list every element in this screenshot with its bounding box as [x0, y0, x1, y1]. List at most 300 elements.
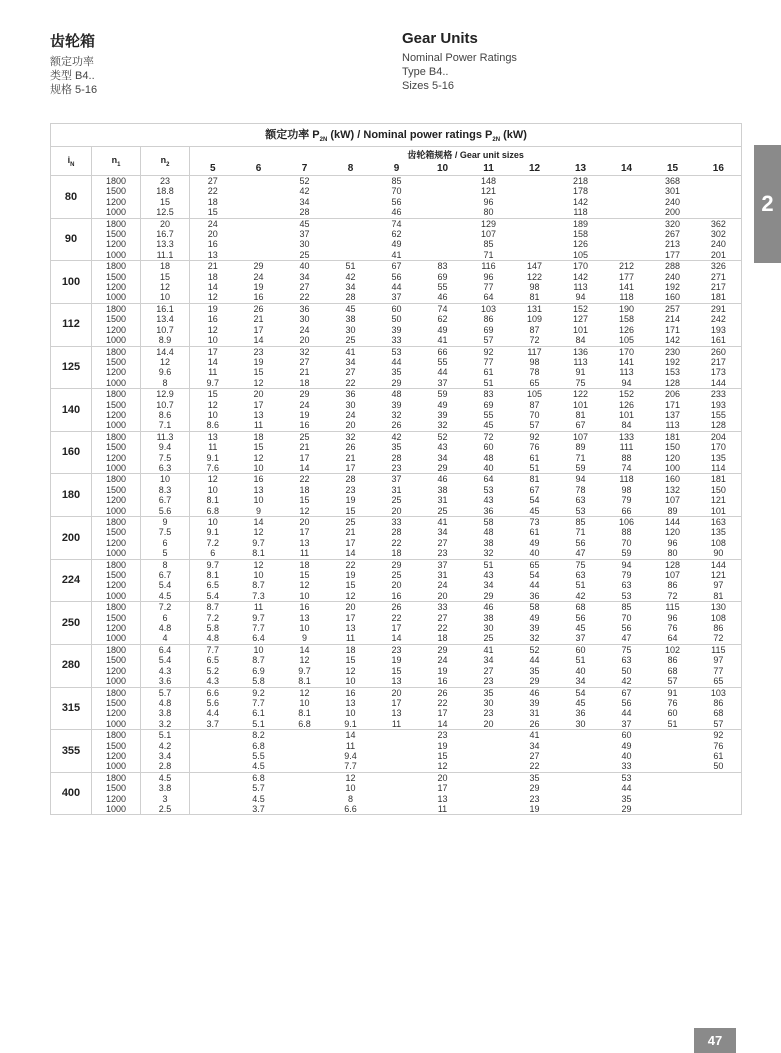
power-cell: 141: [618, 282, 635, 293]
power-cell: 17: [345, 537, 356, 548]
power-cell: 26: [420, 687, 466, 698]
n1-cell: 1200: [92, 580, 141, 590]
n1-cell: 1200: [92, 197, 141, 207]
n1-cell: 1800: [92, 687, 141, 698]
power-cell: 34: [437, 452, 448, 463]
table-row: [51, 335, 742, 346]
n2-cell: 4: [141, 633, 190, 644]
power-cell: 6: [210, 548, 216, 559]
header-left-line: 类型 B4..: [50, 70, 95, 82]
power-cell: 85: [558, 517, 604, 528]
n1-cell: 1800: [92, 772, 141, 783]
power-cell: [282, 761, 328, 772]
power-cell: 23: [437, 548, 448, 559]
power-cell: 242: [710, 314, 726, 325]
power-cell: [696, 794, 742, 804]
power-cell: 121: [710, 495, 726, 506]
power-cell: 9.7: [298, 665, 311, 676]
power-cell: [650, 730, 696, 741]
power-cell: 48: [483, 452, 494, 463]
n2-cell: 7.2: [141, 602, 190, 613]
power-cell: 28: [391, 452, 402, 463]
power-cell: 46: [420, 474, 466, 485]
power-cell: 35: [621, 793, 632, 804]
power-cell: 126: [618, 399, 635, 410]
n1-cell: 1800: [92, 346, 141, 357]
power-cell: 7.7: [344, 761, 357, 772]
n2-cell: 5.1: [141, 730, 190, 741]
power-cell: [604, 218, 650, 229]
power-cell: 41: [466, 644, 512, 655]
power-cell: 27: [299, 282, 310, 293]
power-cell: 22: [282, 474, 328, 485]
table-row: [51, 580, 742, 590]
power-cell: 48: [483, 527, 494, 538]
power-cell: 16: [207, 314, 218, 325]
power-cell: [374, 772, 420, 783]
power-cell: 5.5: [252, 750, 265, 761]
power-cell: 144: [710, 377, 726, 388]
power-cell: 18: [391, 548, 402, 559]
power-cell: 16: [328, 687, 374, 698]
power-cell: 12: [253, 527, 264, 538]
power-cell: 60: [604, 730, 650, 741]
table-row: [51, 474, 742, 485]
n1-cell: 1200: [92, 495, 141, 505]
col-header-sub: 2: [166, 161, 170, 168]
power-cell: 25: [391, 495, 402, 506]
power-cell: 69: [437, 271, 448, 282]
power-cell: 11: [345, 633, 356, 644]
power-cell: 190: [604, 303, 650, 314]
n2-cell: 5.4: [141, 655, 190, 665]
power-cell: 160: [664, 292, 681, 303]
power-cell: 39: [391, 399, 402, 410]
power-cell: 193: [710, 324, 726, 335]
table-row: [51, 548, 742, 559]
power-cell: 32: [437, 420, 448, 431]
power-cell: 45: [575, 697, 586, 708]
power-cell: [420, 207, 466, 218]
power-cell: [328, 176, 374, 187]
power-cell: 10: [207, 335, 218, 346]
power-cell: 144: [696, 559, 742, 570]
power-cell: [558, 794, 604, 804]
n2-cell: 4.3: [141, 666, 190, 676]
power-cell: 22: [328, 559, 374, 570]
n2-cell: 23: [141, 176, 190, 187]
n1-cell: 1200: [92, 666, 141, 676]
header-left-line: 规格 5-16: [50, 84, 98, 96]
power-cell: 33: [621, 761, 632, 772]
power-cell: 85: [604, 602, 650, 613]
power-cell: 122: [526, 271, 543, 282]
power-cell: 105: [572, 249, 589, 260]
table-row: [51, 517, 742, 528]
power-cell: 103: [696, 687, 742, 698]
power-cell: 41: [328, 346, 374, 357]
power-cell: 15: [299, 495, 310, 506]
power-cell: 42: [345, 271, 356, 282]
n1-cell: 1000: [92, 335, 141, 346]
power-cell: 16: [236, 474, 282, 485]
power-cell: [650, 783, 696, 793]
power-cell: [420, 239, 466, 249]
table-row: [51, 644, 742, 655]
power-cell: 23: [483, 708, 494, 719]
table-row: [51, 186, 742, 196]
power-cell: 42: [374, 431, 420, 442]
power-cell: 113: [619, 367, 634, 378]
n2-cell: 3.4: [141, 751, 190, 761]
power-cell: 107: [664, 570, 681, 581]
table-row: [51, 527, 742, 537]
power-cell: 37: [391, 292, 402, 303]
power-cell: 60: [558, 644, 604, 655]
power-cell: 37: [374, 474, 420, 485]
power-cell: 45: [529, 505, 540, 516]
power-cell: 24: [253, 271, 264, 282]
table-title-sub: 2N: [492, 137, 501, 144]
power-cell: 240: [710, 239, 726, 250]
power-cell: 23: [420, 730, 466, 741]
power-cell: [420, 197, 466, 207]
n1-cell: 1800: [92, 517, 141, 528]
power-cell: 44: [621, 708, 632, 719]
n2-cell: 10: [141, 474, 190, 485]
power-cell: 15: [253, 442, 264, 453]
power-cell: 46: [391, 207, 402, 218]
power-cell: 24: [345, 409, 356, 420]
power-cell: 30: [345, 324, 356, 335]
power-cell: 36: [483, 505, 494, 516]
power-cell: 301: [664, 186, 681, 197]
power-cell: 57: [483, 335, 494, 346]
power-cell: [466, 804, 512, 815]
power-cell: 217: [710, 282, 726, 293]
table-row: [51, 272, 742, 282]
n2-cell: 11.3: [141, 431, 190, 442]
table-row: [51, 420, 742, 431]
power-cell: [328, 197, 374, 207]
power-cell: 204: [696, 431, 742, 442]
power-cell: 14: [236, 517, 282, 528]
power-cell: 192: [664, 282, 681, 293]
power-cell: 6.8: [236, 772, 282, 783]
power-cell: 29: [236, 261, 282, 272]
power-cell: 44: [529, 655, 540, 666]
power-cell: 65: [529, 377, 540, 388]
power-cell: 27: [483, 665, 494, 676]
power-cell: 81: [529, 292, 540, 303]
power-cell: 79: [621, 570, 632, 581]
power-cell: 34: [299, 196, 310, 207]
n2-cell: 3.6: [141, 676, 190, 687]
power-cell: 24: [190, 218, 236, 229]
power-cell: 13: [437, 793, 448, 804]
power-cell: 23: [236, 346, 282, 357]
power-cell: 86: [483, 314, 494, 325]
power-cell: 61: [713, 750, 724, 761]
power-cell: 64: [466, 474, 512, 485]
power-cell: 19: [345, 570, 356, 581]
power-cell: 10: [253, 570, 264, 581]
power-cell: [696, 772, 742, 783]
n1-cell: 1500: [92, 186, 141, 196]
n1-cell: 1500: [92, 357, 141, 367]
ratio-cell: 100: [51, 261, 92, 304]
power-cell: 58: [512, 602, 558, 613]
power-cell: 25: [299, 249, 310, 260]
power-cell: 22: [345, 377, 356, 388]
power-cell: [604, 186, 650, 196]
power-cell: 61: [529, 527, 540, 538]
power-cell: 12: [299, 505, 310, 516]
power-cell: 144: [650, 517, 696, 528]
power-cell: 11: [208, 442, 218, 453]
power-cell: 29: [437, 462, 448, 473]
n1-cell: 1500: [92, 229, 141, 239]
power-cell: 171: [664, 324, 681, 335]
power-cell: 63: [575, 570, 586, 581]
power-cell: 230: [650, 346, 696, 357]
power-cell: 63: [621, 655, 632, 666]
power-cell: 10: [207, 484, 218, 495]
power-cell: 8: [347, 793, 353, 804]
power-cell: 14: [207, 356, 218, 367]
power-cell: 13: [207, 249, 218, 260]
power-cell: 76: [529, 442, 540, 453]
power-cell: [236, 207, 282, 218]
n1-cell: 1200: [92, 282, 141, 292]
power-cell: [420, 176, 466, 187]
power-cell: 84: [575, 335, 586, 346]
n2-cell: 12: [141, 357, 190, 367]
power-cell: 21: [299, 367, 310, 378]
power-cell: 15: [345, 580, 356, 591]
power-cell: 11: [391, 718, 402, 729]
n1-cell: 1800: [92, 474, 141, 485]
power-cell: [466, 730, 512, 741]
power-cell: 181: [696, 474, 742, 485]
n1-cell: 1800: [92, 261, 141, 272]
power-cell: 56: [391, 196, 402, 207]
table-row: [51, 357, 742, 367]
power-cell: 76: [667, 623, 678, 634]
power-cell: 20: [437, 590, 448, 601]
power-cell: 8.7: [252, 580, 265, 591]
power-cell: 20: [391, 580, 402, 591]
n2-cell: 6: [141, 613, 190, 623]
power-cell: 40: [621, 750, 632, 761]
power-cell: 10: [345, 708, 356, 719]
power-cell: 362: [696, 218, 742, 229]
power-cell: 37: [621, 718, 632, 729]
power-cell: [374, 761, 420, 772]
power-cell: 12: [299, 655, 310, 666]
n1-cell: 1000: [92, 548, 141, 559]
power-cell: [558, 751, 604, 761]
power-cell: 38: [483, 537, 494, 548]
power-cell: 27: [437, 537, 448, 548]
power-cell: 26: [236, 303, 282, 314]
power-cell: 28: [345, 292, 356, 303]
power-ratings-table: [50, 123, 742, 815]
power-cell: 192: [664, 356, 681, 367]
power-cell: 126: [572, 239, 589, 250]
power-cell: 26: [391, 420, 402, 431]
power-cell: 35: [529, 665, 540, 676]
table-row: [51, 666, 742, 676]
table-row: [51, 176, 742, 187]
power-cell: 30: [345, 399, 356, 410]
power-cell: 181: [650, 431, 696, 442]
col-header-size: 10: [436, 162, 449, 174]
table-row: [51, 410, 742, 420]
table-row: [51, 325, 742, 335]
power-cell: 8.1: [298, 708, 311, 719]
power-cell: 90: [713, 548, 724, 559]
power-cell: 12: [437, 761, 448, 772]
power-cell: 131: [512, 303, 558, 314]
power-cell: 40: [529, 548, 540, 559]
power-cell: 55: [483, 409, 494, 420]
power-cell: 177: [664, 249, 681, 260]
power-cell: 34: [483, 655, 494, 666]
col-header-n1: [92, 147, 141, 176]
power-cell: 26: [529, 718, 540, 729]
power-cell: 98: [529, 356, 540, 367]
power-cell: 65: [512, 559, 558, 570]
table-row: [51, 559, 742, 570]
power-cell: [282, 783, 328, 793]
table-title-part: (kW): [500, 129, 527, 142]
n2-cell: 8: [141, 378, 190, 389]
power-cell: 18: [207, 271, 218, 282]
power-cell: 58: [466, 517, 512, 528]
power-cell: 89: [667, 505, 678, 516]
power-cell: [466, 751, 512, 761]
power-cell: 18: [328, 644, 374, 655]
table-row: [51, 687, 742, 698]
n2-cell: 3: [141, 794, 190, 804]
power-cell: 87: [529, 399, 540, 410]
table-row: [51, 314, 742, 324]
power-cell: 94: [558, 474, 604, 485]
power-cell: [420, 218, 466, 229]
power-cell: 8.1: [298, 676, 311, 687]
power-cell: 12: [236, 559, 282, 570]
power-cell: 43: [483, 570, 494, 581]
power-cell: [236, 186, 282, 196]
power-cell: 55: [437, 282, 448, 293]
power-cell: 25: [328, 517, 374, 528]
power-cell: [604, 229, 650, 239]
power-cell: 9.7: [190, 559, 236, 570]
power-cell: 9: [301, 633, 307, 644]
power-cell: [374, 751, 420, 761]
ratio-cell: 160: [51, 431, 92, 474]
table-row: [51, 400, 742, 410]
power-cell: 163: [696, 517, 742, 528]
power-cell: 36: [529, 590, 540, 601]
power-cell: 39: [437, 409, 448, 420]
power-cell: 49: [391, 239, 402, 250]
gear-unit-sizes-label: 齿轮箱规格 / Gear unit sizes: [407, 149, 524, 160]
n2-cell: 20: [141, 218, 190, 229]
n1-cell: 1200: [92, 410, 141, 420]
table-row: [51, 772, 742, 783]
n1-cell: 1200: [92, 794, 141, 804]
power-cell: 22: [299, 292, 310, 303]
n1-cell: 1200: [92, 623, 141, 633]
power-cell: 62: [437, 314, 448, 325]
power-cell: 51: [529, 462, 540, 473]
power-cell: 14: [437, 718, 448, 729]
n2-cell: 3.8: [141, 708, 190, 718]
table-row: [51, 346, 742, 357]
power-cell: 3.7: [206, 718, 219, 729]
power-cell: 41: [391, 249, 402, 260]
power-cell: 267: [664, 229, 681, 240]
power-cell: 13: [253, 409, 264, 420]
power-cell: 17: [299, 452, 310, 463]
table-row: [51, 453, 742, 463]
power-cell: 49: [437, 324, 448, 335]
power-cell: 23: [345, 484, 356, 495]
power-cell: [558, 772, 604, 783]
power-cell: 45: [575, 623, 586, 634]
power-cell: 148: [466, 176, 512, 187]
table-row: [51, 591, 742, 602]
n1-cell: 1200: [92, 538, 141, 548]
power-cell: 142: [572, 196, 589, 207]
table-row: [51, 250, 742, 261]
power-cell: [512, 239, 558, 249]
power-cell: 17: [253, 324, 264, 335]
n2-cell: 12.9: [141, 389, 190, 400]
power-cell: 72: [529, 335, 540, 346]
power-cell: 8.2: [236, 730, 282, 741]
power-cell: 53: [483, 484, 494, 495]
power-cell: 10: [299, 623, 310, 634]
col-header-size: 12: [528, 162, 541, 174]
power-cell: [190, 794, 236, 804]
col-header-size: 5: [209, 162, 216, 174]
power-cell: 51: [667, 718, 678, 729]
power-cell: 94: [621, 377, 632, 388]
power-cell: 31: [529, 708, 540, 719]
power-cell: 17: [345, 612, 356, 623]
col-header-text: n: [111, 154, 118, 165]
power-cell: [190, 761, 236, 772]
power-cell: 7.3: [252, 590, 265, 601]
power-cell: [328, 218, 374, 229]
power-cell: 271: [710, 271, 726, 282]
power-cell: 32: [529, 633, 540, 644]
power-cell: 7.2: [206, 537, 219, 548]
power-cell: 108: [710, 612, 726, 623]
power-cell: 25: [391, 570, 402, 581]
power-cell: [696, 783, 742, 793]
power-cell: 42: [299, 186, 310, 197]
power-cell: [512, 207, 558, 218]
power-cell: 45: [483, 420, 494, 431]
power-cell: 10: [299, 697, 310, 708]
power-cell: [190, 804, 236, 815]
power-cell: 11: [437, 803, 448, 814]
power-cell: 15: [345, 505, 356, 516]
